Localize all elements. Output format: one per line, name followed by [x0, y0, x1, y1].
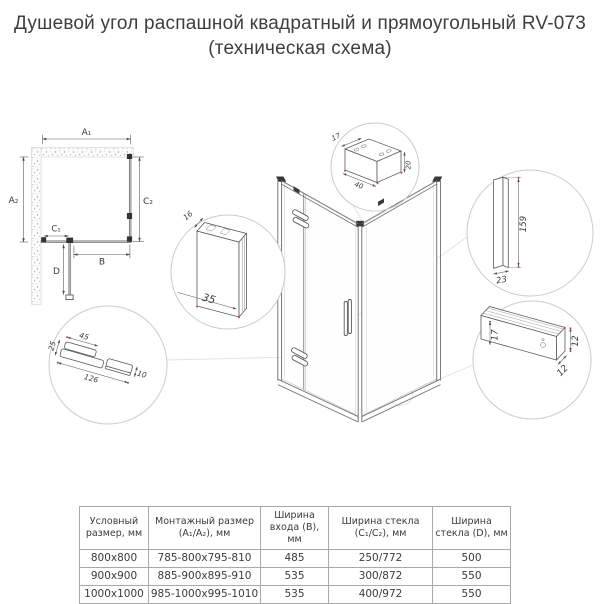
plan-wall-left: [32, 148, 42, 305]
wall-bracket-detail: [330, 123, 419, 211]
hinge-height-label: 25: [46, 340, 58, 352]
cell: 800x800: [80, 549, 149, 567]
dim-b-label: B: [98, 257, 106, 268]
cell: 400/972: [329, 585, 433, 603]
hinge-plate-label: 45: [78, 330, 90, 342]
cell: 885-900x895-910: [149, 567, 261, 585]
bracket-height-label: 20: [404, 160, 413, 170]
hinge-detail: [41, 306, 167, 424]
dim-c1-label: C₁: [51, 224, 61, 235]
bracket-width-label: 40: [353, 180, 365, 191]
cell: 535: [261, 585, 329, 603]
header-glass-width-c: Ширина стекла (C₁/C₂), мм: [329, 507, 433, 550]
hinge-thickness-label: 10: [136, 368, 148, 380]
dim-a2-label: A₂: [8, 196, 19, 206]
cell: 300/872: [329, 567, 433, 585]
technical-drawing: [0, 60, 600, 500]
detail-circle: [467, 170, 593, 296]
dim-d-label: D: [53, 267, 60, 277]
size-spec-table: [79, 506, 511, 604]
handle-detail: [467, 170, 593, 296]
header-glass-width-d: Ширина стекла (D), мм: [433, 507, 511, 550]
header-mounting-size: Монтажный размер (A₁/A₂), мм: [149, 507, 261, 550]
handle-height-label: 159: [519, 215, 529, 233]
bottom-depth-label: 12: [555, 363, 571, 379]
table-row: [80, 567, 511, 585]
cell: 900x900: [80, 567, 149, 585]
cell: 535: [261, 567, 329, 585]
profile-width-label: 16: [181, 209, 195, 223]
table-row: [80, 549, 511, 567]
cell: 500: [433, 549, 511, 567]
bottom-profile-detail: [473, 301, 591, 419]
cell: 250/772: [329, 549, 433, 567]
bottom-side-height-label: 12: [571, 335, 581, 347]
bottom-inner-height-label: 17: [490, 329, 501, 341]
cell: 485: [261, 549, 329, 567]
cell: 550: [433, 585, 511, 603]
page-title: [0, 11, 600, 62]
title-line1: Душевой угол распашной квадратный и прямоугольный RV-073: [13, 13, 587, 34]
title-line2: (техническая схема): [208, 38, 392, 60]
wall-profile-detail: [171, 209, 285, 329]
right-glass-wall: [362, 181, 437, 416]
door-handle: [344, 300, 351, 336]
profile-depth-label: 35: [200, 291, 217, 307]
dim-a1-label: A₁: [81, 128, 92, 138]
plan-view: [9, 128, 154, 305]
header-entry-width: Ширина входа (B), мм: [261, 507, 329, 550]
table-row: [80, 585, 511, 603]
hinge-length-label: 126: [83, 372, 100, 385]
left-glass-wall: [282, 181, 359, 416]
table-header-row: [80, 507, 511, 550]
plan-door-end-cap: [66, 295, 73, 300]
cell: 985-1000x995-1010: [149, 585, 261, 603]
cell: 785-800x795-810: [149, 549, 261, 567]
handle-width-label: 23: [495, 274, 508, 287]
plan-wall-top: [32, 148, 134, 158]
cell: 550: [433, 567, 511, 585]
bracket-depth-label: 17: [330, 131, 342, 143]
rail-bracket-right: [378, 198, 384, 206]
dim-c2-label: C₂: [143, 197, 153, 207]
header-nominal-size: Условный размер, мм: [80, 507, 149, 550]
cell: 1000x1000: [80, 585, 149, 603]
